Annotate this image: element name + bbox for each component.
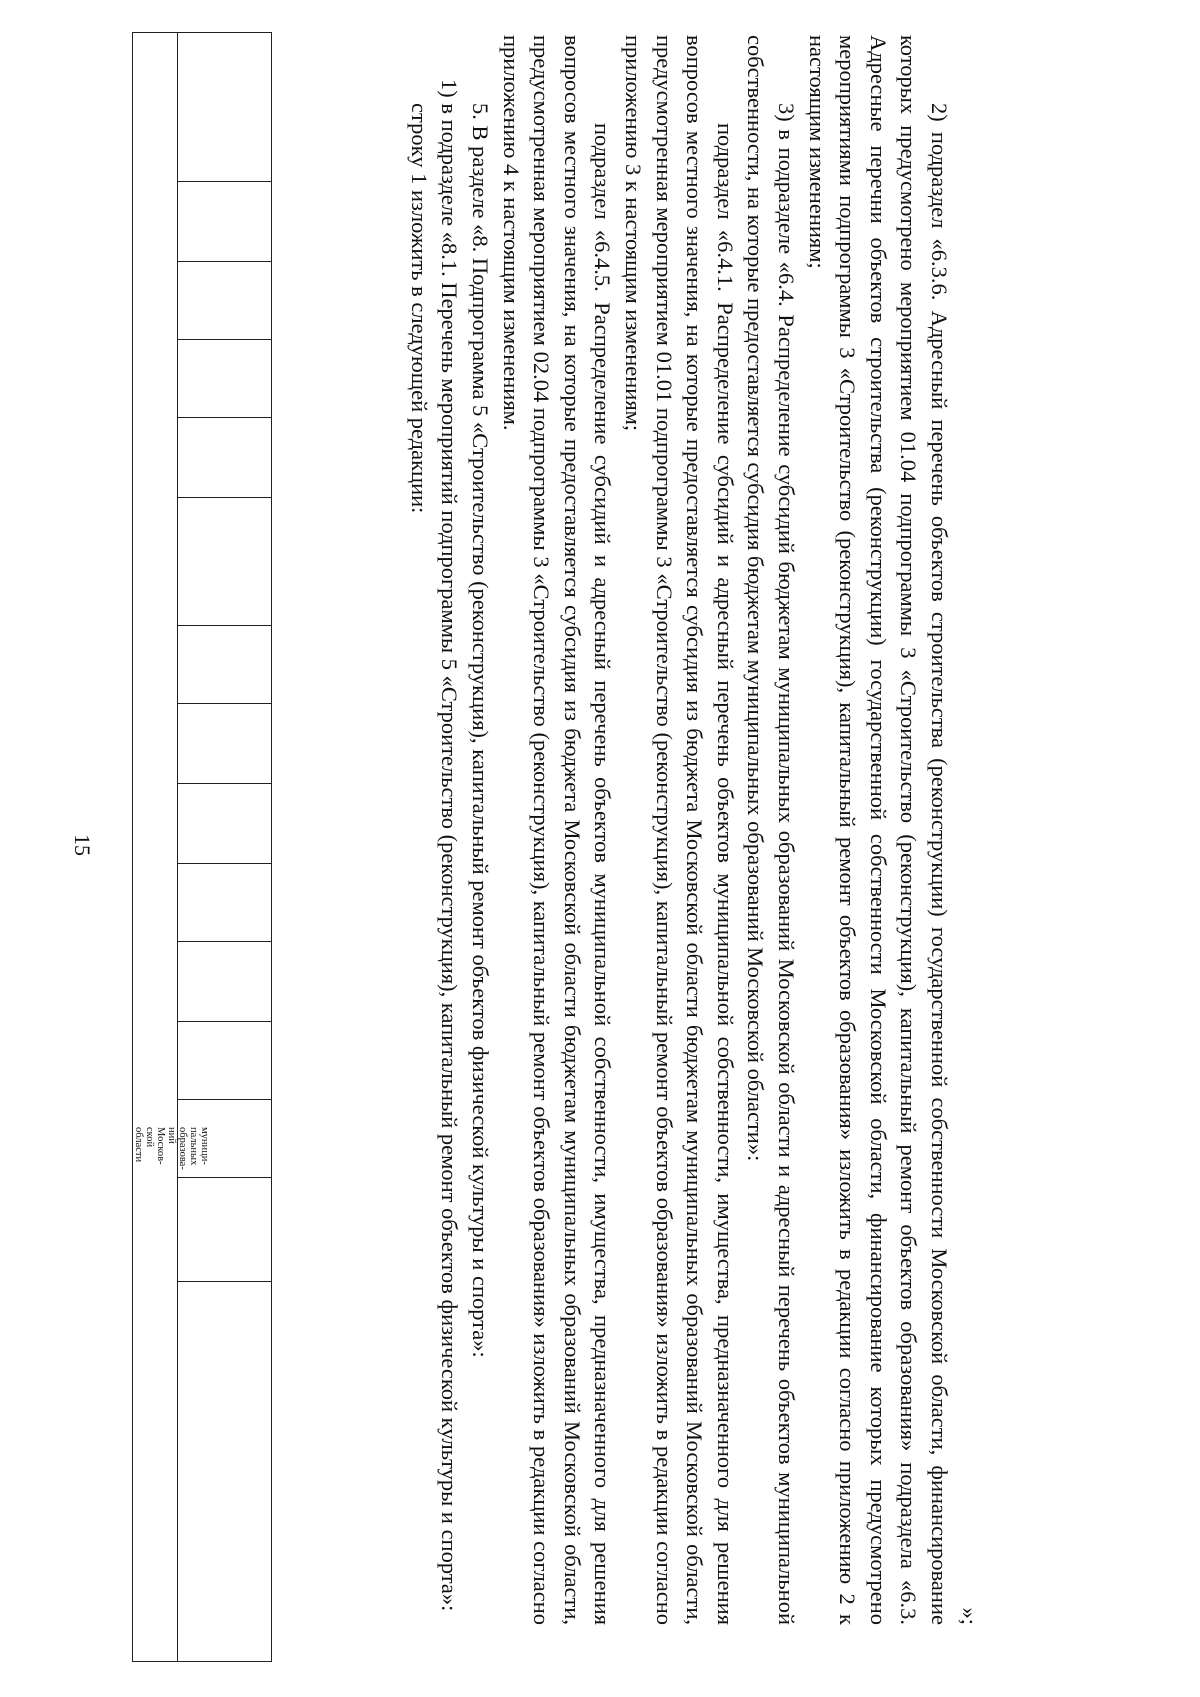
table-row-line xyxy=(177,1099,271,1100)
table-row-line xyxy=(177,181,271,182)
paragraph: 3) в подразделе «6.4. Распределение субсидий бюджетам муниципальных образований Московской области и адресный перечень объектов муниципальной собственности, на которые предоставляется субсидия бюджетам муниципальных образований Московской области»: xyxy=(743,35,800,1625)
paragraph: строку 1 изложить в следующей редакции: xyxy=(406,103,432,514)
document-body xyxy=(264,35,984,1625)
paragraph: подраздел «6.4.1. Распределение субсидий и адресный перечень объектов муниципальной собственности, имущества, предназначенного для решения вопросов местного значения, на которые предоставляется субсидия из бюджета Московской области бюджетам муниципальных образований Московской области, предусмотренная мероприятием 01.01 подпрограммы 3 «Строительство (реконструкция), капитальный ремонт объектов образования» изложить в редакции согласно приложению 3 к настоящим изменениям; xyxy=(621,35,738,1625)
table-row-line xyxy=(177,261,271,262)
paragraph: 5. В разделе «8. Подпрограмма 5 «Строительство (реконструкция), капитальный ремонт объектов физической культуры и спорта»: xyxy=(468,103,494,1358)
table-column-divider xyxy=(177,33,178,1661)
paragraph: 2) подраздел «6.3.6. Адресный перечень объектов строительства (реконструкции) государственной собственности Московской области, финансирование которых предусмотрено мероприятием 01.04 подпрограммы 3 «Строительство (реконструкция), капитальный ремонт объектов образования» подраздела «6.3. Адресные перечни объектов строительства (реконструкции) государственной собственности Московской области, финансирование которых предусмотрено мероприятиями подпрограммы 3 «Строительство (реконструкция), капитальный ремонт объектов образования» изложить в редакции согласно приложению 2 к настоящим изменениям; xyxy=(804,35,952,1625)
table-fragment xyxy=(132,32,272,1662)
table-cell-label: муници- пальных образова- ний Москов- ской области xyxy=(133,1127,210,1170)
table-row-line xyxy=(177,625,271,626)
paragraph: подраздел «6.4.5. Распределение субсидий и адресный перечень объектов муниципальной собственности, имущества, предназначенного для решения вопросов местного значения, на которые предоставляется субсидия из бюджета Московской области бюджетам муниципальных образований Московской области, предусмотренная мероприятием 02.04 подпрограммы 3 «Строительство (реконструкция), капитальный ремонт объектов образования» изложить в редакции согласно приложению 4 к настоящим изменениям. xyxy=(498,35,616,1625)
table-row-line xyxy=(177,417,271,418)
table-row-line xyxy=(177,783,271,784)
table-row-line xyxy=(177,703,271,704)
table-row-line xyxy=(177,1021,271,1022)
paragraph: 1) в подразделе «8.1. Перечень мероприятий подпрограммы 5 «Строительство (реконструкция), капитальный ремонт объектов физической культуры и спорта»: xyxy=(437,79,463,1612)
table-row-line xyxy=(177,1281,271,1282)
table-row-line xyxy=(177,941,271,942)
page-number: 15 xyxy=(70,834,95,856)
table-row-line xyxy=(177,339,271,340)
closing-quote: »; xyxy=(957,1607,982,1625)
table-row-line xyxy=(177,863,271,864)
table-row-line xyxy=(177,497,271,498)
